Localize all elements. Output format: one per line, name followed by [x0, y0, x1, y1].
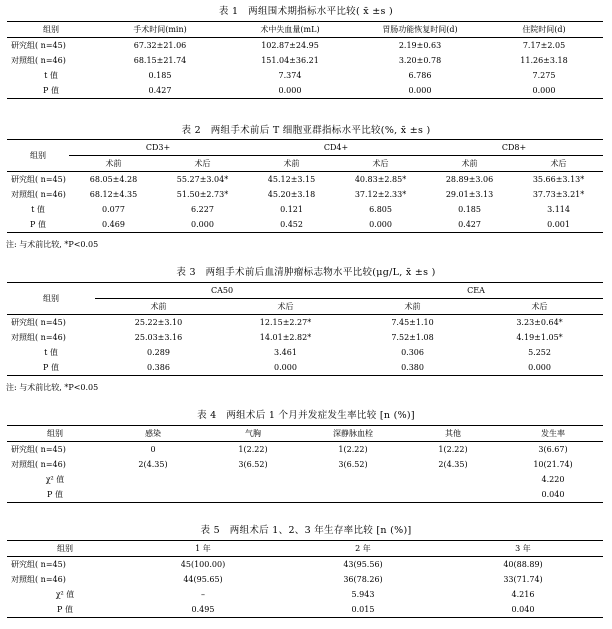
table4-cell: 1(2.22): [338, 445, 368, 454]
table3-cell: 0.306: [401, 348, 424, 357]
table4-cell: 0.040: [541, 490, 565, 499]
table1-cell: P 值: [43, 86, 59, 95]
table1-header: 组别: [43, 25, 59, 34]
table-row: [7, 442, 603, 458]
table-row: [7, 330, 603, 345]
table3-cell: t 值: [44, 348, 58, 357]
table1-cell: 67.32±21.06: [133, 41, 187, 50]
table3-top-header: CA50: [95, 283, 349, 299]
table5-cell: 4.216: [511, 590, 535, 599]
table-row: [7, 315, 603, 331]
table2-sub-header-row: [7, 156, 603, 172]
table4-cell: [103, 487, 203, 503]
table4-header: 气胸: [245, 429, 261, 438]
table2-sub-header: 术后: [372, 159, 389, 168]
table2-cell: 45.12±3.15: [267, 175, 316, 184]
table2-note: 注: 与术前比较, *P<0.05: [6, 240, 99, 249]
table-row: [7, 202, 603, 217]
table2-cell: 3.114: [547, 205, 570, 214]
table-row: [7, 53, 603, 68]
table3-sub-header: 术后: [531, 302, 548, 311]
table1-cell: 2.19±0.63: [398, 41, 442, 50]
table2-cell: 6.805: [369, 205, 392, 214]
table2-sub-header: 术后: [194, 159, 211, 168]
table2-cell: t 值: [31, 205, 45, 214]
table2-cell: 0.427: [458, 220, 481, 229]
table3-top-header: CEA: [349, 283, 603, 299]
table4-header: 感染: [145, 429, 161, 438]
table2-top-header: CD4+: [247, 140, 425, 156]
table1-cell: 11.26±3.18: [520, 56, 568, 65]
table5-cell: 对照组( n=46): [11, 575, 66, 584]
table3-cell: 5.252: [528, 348, 551, 357]
table2-cell: 68.12±4.35: [89, 190, 138, 199]
table1-cell: 7.17±2.05: [522, 41, 566, 50]
table3-cell: 对照组( n=46): [11, 333, 66, 342]
table3-sub-header: 术前: [404, 302, 421, 311]
table3-cell: 0.380: [401, 363, 424, 372]
table3-cell: 0.386: [147, 363, 170, 372]
table5-cell: χ² 值: [55, 590, 75, 599]
table-row: [7, 572, 603, 587]
table4-header: 深静脉血栓: [333, 429, 373, 438]
table2-group-header: 组别: [7, 140, 69, 172]
table2-sub-header: 术前: [283, 159, 300, 168]
table2-caption: 表 2 两组手术前后 T 细胞亚群指标水平比较(%, x̄ ±s ): [181, 125, 431, 136]
table2-cell: 28.89±3.06: [445, 175, 494, 184]
table5-cell: 0.495: [191, 605, 215, 614]
table2-cell: 68.05±4.28: [89, 175, 138, 184]
table2-cell: 37.73±3.21*: [532, 190, 585, 199]
table5-cell: 43(95.56): [343, 560, 383, 569]
table1-cell: 6.786: [408, 71, 432, 80]
table1-cell: 0.427: [148, 86, 172, 95]
table2-cell: 研究组( n=45): [11, 175, 66, 184]
table1-cell: 对照组( n=46): [11, 56, 66, 65]
table2-cell: 对照组( n=46): [11, 190, 66, 199]
table3-cell: 7.45±1.10: [391, 318, 434, 327]
table4-cell: [403, 487, 503, 503]
table4-cell: 10(21.74): [533, 460, 573, 469]
table4-cell: 3(6.67): [538, 445, 568, 454]
table1-cell: 102.87±24.95: [261, 41, 319, 50]
table2-sub-header: 术前: [105, 159, 122, 168]
table3-group-header: 组别: [7, 283, 95, 315]
table4-cell: 研究组( n=45): [11, 445, 66, 454]
table4-cell: 2(4.35): [138, 460, 168, 469]
table4-cell: χ² 值: [45, 475, 65, 484]
table2-cell: 45.20±3.18: [267, 190, 316, 199]
table5-cell: 40(88.89): [503, 560, 543, 569]
table3-cell: 研究组( n=45): [11, 318, 66, 327]
table5: [0, 540, 612, 618]
table2-cell: 51.50±2.73*: [176, 190, 229, 199]
table-row: [7, 360, 603, 376]
table1-header: 住院时间(d): [522, 25, 566, 34]
table1-cell: 0.000: [408, 86, 432, 95]
table2-cell: 0.452: [280, 220, 303, 229]
table2-top-header: CD3+: [69, 140, 247, 156]
table-row: [7, 457, 603, 472]
table3-cell: 12.15±2.27*: [259, 318, 312, 327]
table3-cell: 0.000: [528, 363, 551, 372]
table3-cell: 3.461: [274, 348, 297, 357]
table4-cell: P 值: [47, 490, 63, 499]
table3-cell: 4.19±1.05*: [516, 333, 563, 342]
table5-header: 1 年: [195, 544, 211, 553]
table4-cell: [303, 472, 403, 487]
table3-sub-header-row: [7, 299, 603, 315]
table1-cell: 3.20±0.78: [398, 56, 442, 65]
table2-cell: 40.83±2.85*: [354, 175, 407, 184]
table4-cell: [403, 472, 503, 487]
table2-sub-header: 术前: [461, 159, 478, 168]
table5-cell: 45(100.00): [180, 560, 226, 569]
table3-sub-header: 术前: [150, 302, 167, 311]
table3-cell: 0.000: [274, 363, 297, 372]
table3-cell: 14.01±2.82*: [259, 333, 312, 342]
table1-cell: 7.275: [532, 71, 556, 80]
table5-caption: 表 5 两组术后 1、2、3 年生存率比较 [n (%)]: [200, 525, 412, 536]
table4-cell: 对照组( n=46): [11, 460, 66, 469]
table2-cell: 0.185: [458, 205, 481, 214]
table3-cell: 7.52±1.08: [391, 333, 434, 342]
table-row: [7, 487, 603, 503]
table1-cell: 151.04±36.21: [261, 56, 319, 65]
table5-cell: 44(95.65): [183, 575, 223, 584]
table5-cell: 36(78.26): [343, 575, 383, 584]
table2-cell: 0.077: [102, 205, 125, 214]
table3: [0, 282, 612, 376]
table1-cell: 68.15±21.74: [133, 56, 187, 65]
table1-header: 术中失血量(mL): [260, 25, 320, 34]
table5-cell: 5.943: [351, 590, 375, 599]
table5-header-row: [7, 541, 603, 557]
table2-cell: 0.000: [369, 220, 392, 229]
table-row: [7, 345, 603, 360]
table1-cell: 0.000: [532, 86, 556, 95]
table1-header: 手术时间(min): [133, 25, 187, 34]
table4-cell: [203, 487, 303, 503]
table2-cell: 35.66±3.13*: [532, 175, 585, 184]
table5-cell: P 值: [57, 605, 73, 614]
table1-cell: 7.374: [278, 71, 302, 80]
table4: [0, 425, 612, 503]
table4-header-row: [7, 426, 603, 442]
table4-cell: 1(2.22): [238, 445, 268, 454]
table2-cell: 55.27±3.04*: [176, 175, 229, 184]
table1-cell: 0.000: [278, 86, 302, 95]
table2-cell: 0.121: [280, 205, 303, 214]
table-row: [7, 557, 603, 573]
table2-cell: 0.001: [547, 220, 570, 229]
table1-cell: 0.185: [148, 71, 172, 80]
table4-caption: 表 4 两组术后 1 个月并发症发生率比较 [n (%)]: [197, 410, 415, 421]
table-row: [7, 587, 603, 602]
table2-cell: P 值: [30, 220, 46, 229]
table3-caption: 表 3 两组手术前后血清肿瘤标志物水平比较(μg/L, x̄ ±s ): [176, 267, 436, 278]
table2-cell: 37.12±2.33*: [354, 190, 407, 199]
table4-cell: 2(4.35): [438, 460, 468, 469]
table5-cell: 0.015: [351, 605, 375, 614]
table4-cell: 1(2.22): [438, 445, 468, 454]
table1-header-row: [7, 22, 603, 38]
table1-cell: 研究组( n=45): [11, 41, 66, 50]
table2-cell: 29.01±3.13: [445, 190, 494, 199]
table5-header: 3 年: [515, 544, 531, 553]
table4-header: 发生率: [541, 429, 565, 438]
table4-cell: 3(6.52): [338, 460, 368, 469]
table-row: [7, 187, 603, 202]
table2: [0, 139, 612, 233]
table5-cell: 0.040: [511, 605, 535, 614]
table5-cell: –: [201, 590, 205, 599]
table4-cell: 0: [150, 445, 156, 454]
table3-cell: 25.03±3.16: [134, 333, 183, 342]
table5-cell: 33(71.74): [503, 575, 543, 584]
table1-header: 胃肠功能恢复时间(d): [382, 25, 458, 34]
table3-cell: 25.22±3.10: [134, 318, 183, 327]
table1-caption: 表 1 两组围术期指标水平比较( x̄ ±s ): [218, 6, 394, 17]
table4-header: 其他: [445, 429, 461, 438]
table-row: [7, 602, 603, 618]
table4-header: 组别: [47, 429, 63, 438]
table4-cell: [103, 472, 203, 487]
table2-sub-header: 术后: [550, 159, 567, 168]
table5-header: 组别: [57, 544, 73, 553]
table-row: [7, 83, 603, 99]
table4-cell: 4.220: [541, 475, 565, 484]
table-row: [7, 38, 603, 54]
table3-sub-header: 术后: [277, 302, 294, 311]
table5-cell: 研究组( n=45): [11, 560, 66, 569]
table4-cell: [303, 487, 403, 503]
table3-note: 注: 与术前比较, *P<0.05: [6, 383, 99, 392]
table3-cell: 3.23±0.64*: [516, 318, 563, 327]
table3-cell: P 值: [43, 363, 59, 372]
table2-cell: 0.000: [191, 220, 214, 229]
table-row: [7, 472, 603, 487]
table5-header: 2 年: [355, 544, 371, 553]
table2-top-header: CD8+: [425, 140, 603, 156]
table-row: [7, 217, 603, 233]
table2-cell: 6.227: [191, 205, 214, 214]
table3-cell: 0.289: [147, 348, 170, 357]
table3-top-header-row: [7, 283, 603, 299]
table-row: [7, 68, 603, 83]
table-row: [7, 172, 603, 188]
table1-cell: t 值: [44, 71, 58, 80]
table2-top-header-row: [7, 140, 603, 156]
table1: [0, 21, 612, 99]
table4-cell: 3(6.52): [238, 460, 268, 469]
table2-cell: 0.469: [102, 220, 125, 229]
table4-cell: [203, 472, 303, 487]
